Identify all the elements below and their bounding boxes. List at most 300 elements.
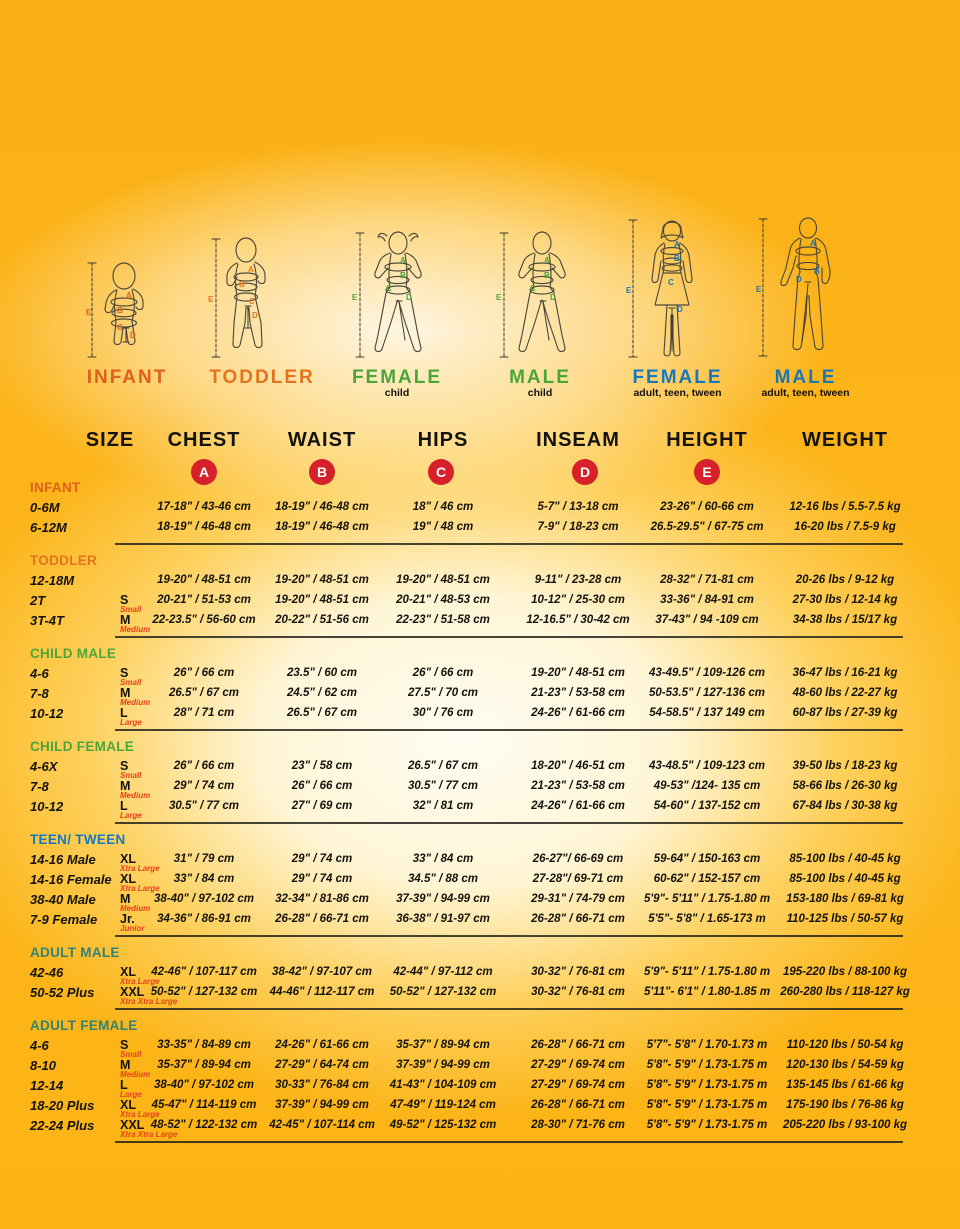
adult-male-figure-icon — [756, 216, 844, 359]
svg-text:D: D — [550, 293, 556, 302]
cell-waist: 23.5" / 60 cm — [286, 667, 358, 679]
cell-inseam: 9-11" / 23-28 cm — [534, 574, 622, 586]
size-letter: M — [120, 892, 131, 906]
cell-waist: 42-45" / 107-114 cm — [269, 1119, 375, 1131]
cell-height: 43-49.5" / 109-126 cm — [648, 667, 766, 679]
cell-waist: 19-20" / 48-51 cm — [275, 594, 369, 606]
cell-waist: 24.5" / 62 cm — [286, 687, 358, 699]
section-header: TEEN/ TWEEN — [30, 832, 126, 847]
svg-text:C: C — [530, 284, 536, 293]
cell-chest: 26" / 66 cm — [173, 760, 235, 772]
cell-waist: 19-20" / 48-51 cm — [275, 574, 369, 586]
size-letter: XL — [120, 872, 136, 886]
row-label: 8-10 — [30, 1058, 57, 1073]
cell-chest: 30.5" / 77 cm — [168, 800, 240, 812]
section-header: TODDLER — [30, 553, 98, 568]
cell-waist: 24-26" / 61-66 cm — [275, 1039, 369, 1051]
size-name: Small — [120, 1050, 142, 1059]
cell-inseam: 19-20" / 48-51 cm — [531, 667, 625, 679]
cell-inseam: 5-7" / 13-18 cm — [537, 501, 619, 513]
svg-text:B: B — [400, 271, 406, 280]
section-infant — [0, 480, 960, 545]
svg-text:D: D — [677, 305, 683, 314]
size-name: Junior — [120, 924, 145, 933]
cell-waist: 26" / 66 cm — [291, 780, 353, 792]
column-header-waist: WAIST — [287, 429, 357, 451]
size-name: Medium — [120, 625, 151, 634]
section-divider — [115, 729, 903, 731]
size-letter: L — [120, 1078, 128, 1092]
cell-chest: 34-36" / 86-91 cm — [157, 913, 251, 925]
row-label: 4-6 — [30, 666, 49, 681]
figure-label-male-adult — [733, 368, 878, 399]
cell-waist: 26-28" / 66-71 cm — [275, 913, 369, 925]
size-name: Large — [120, 1090, 142, 1099]
row-label: 18-20 Plus — [30, 1098, 95, 1113]
cell-waist: 27-29" / 64-74 cm — [275, 1059, 369, 1071]
size-name: Medium — [120, 791, 151, 800]
cell-height: 5'8"- 5'9" / 1.73-1.75 m — [646, 1119, 768, 1131]
table-row — [0, 499, 960, 519]
cell-chest: 31" / 79 cm — [173, 853, 235, 865]
figure-title: FEMALE — [351, 367, 443, 388]
figure-label-male-child — [475, 368, 605, 399]
cell-inseam: 24-26" / 61-66 cm — [531, 800, 625, 812]
cell-waist: 32-34" / 81-86 cm — [275, 893, 369, 905]
size-name: Small — [120, 605, 142, 614]
size-letter: S — [120, 593, 129, 607]
row-label: 4-6X — [30, 759, 58, 774]
adult-female-figure-icon — [626, 217, 708, 360]
svg-text:D: D — [252, 311, 258, 320]
cell-chest: 26.5" / 67 cm — [168, 687, 240, 699]
table-row — [0, 685, 960, 705]
cell-weight: 60-87 lbs / 27-39 kg — [792, 707, 898, 719]
svg-text:C: C — [668, 278, 674, 287]
figure-subtitle: adult, teen, tween — [761, 387, 850, 399]
size-name: Xtra Xtra Large — [120, 997, 178, 1006]
cell-height: 43-48.5" / 109-123 cm — [648, 760, 766, 772]
cell-waist: 38-42" / 97-107 cm — [271, 966, 373, 978]
cell-waist: 18-19" / 46-48 cm — [275, 521, 369, 533]
cell-weight: 85-100 lbs / 40-45 kg — [789, 853, 901, 865]
section-header: INFANT — [30, 480, 81, 495]
cell-height: 49-53" /124- 135 cm — [653, 780, 761, 792]
svg-text:C: C — [386, 284, 392, 293]
cell-hips: 30.5" / 77 cm — [407, 780, 479, 792]
svg-text:E: E — [756, 285, 762, 294]
cell-waist: 18-19" / 46-48 cm — [275, 501, 369, 513]
cell-inseam: 7-9" / 18-23 cm — [537, 521, 619, 533]
cell-hips: 19" / 48 cm — [412, 521, 474, 533]
size-letter: S — [120, 759, 129, 773]
cell-chest: 33-35" / 84-89 cm — [157, 1039, 251, 1051]
size-letter: XXL — [120, 1118, 145, 1132]
row-label: 50-52 Plus — [30, 985, 95, 1000]
row-label: 38-40 Male — [30, 892, 96, 907]
cell-height: 5'8"- 5'9" / 1.73-1.75 m — [646, 1059, 768, 1071]
row-label: 14-16 Female — [30, 872, 112, 887]
size-letter: XL — [120, 852, 136, 866]
cell-hips: 27.5" / 70 cm — [407, 687, 479, 699]
figure-title: MALE — [774, 367, 837, 388]
cell-height: 23-26" / 60-66 cm — [660, 501, 754, 513]
toddler-figure-icon — [208, 236, 272, 360]
table-row — [0, 592, 960, 612]
cell-waist: 44-46" / 112-117 cm — [269, 986, 375, 998]
table-row — [0, 665, 960, 685]
size-letter: S — [120, 1038, 129, 1052]
table-row — [0, 1077, 960, 1097]
cell-waist: 27" / 69 cm — [291, 800, 353, 812]
size-letter: XL — [120, 965, 136, 979]
cell-hips: 49-52" / 125-132 cm — [389, 1119, 497, 1131]
section-toddler — [0, 553, 960, 638]
cell-chest: 19-20" / 48-51 cm — [157, 574, 251, 586]
cell-height: 5'7"- 5'8" / 1.70-1.73 m — [646, 1039, 768, 1051]
svg-text:C: C — [117, 323, 123, 332]
cell-chest: 35-37" / 89-94 cm — [157, 1059, 251, 1071]
row-label: 7-8 — [30, 686, 49, 701]
section-divider — [115, 935, 903, 937]
cell-chest: 26" / 66 cm — [173, 667, 235, 679]
table-row — [0, 851, 960, 871]
svg-text:A: A — [248, 265, 254, 274]
cell-hips: 22-23" / 51-58 cm — [396, 614, 490, 626]
cell-height: 28-32" / 71-81 cm — [660, 574, 754, 586]
cell-height: 60-62" / 152-157 cm — [653, 873, 761, 885]
table-row — [0, 778, 960, 798]
svg-text:E: E — [86, 308, 92, 317]
cell-hips: 37-39" / 94-99 cm — [396, 1059, 490, 1071]
cell-height: 5'8"- 5'9" / 1.73-1.75 m — [646, 1099, 768, 1111]
row-label: 0-6M — [30, 500, 60, 515]
cell-weight: 110-125 lbs / 50-57 kg — [786, 913, 904, 925]
figure-subtitle: child — [384, 387, 410, 399]
row-label: 42-46 — [30, 965, 64, 980]
table-row — [0, 891, 960, 911]
table-row — [0, 612, 960, 632]
cell-height: 33-36" / 84-91 cm — [660, 594, 754, 606]
cell-chest: 22-23.5" / 56-60 cm — [152, 614, 256, 626]
table-row — [0, 964, 960, 984]
section-adult-female — [0, 1018, 960, 1143]
row-label: 6-12M — [30, 520, 67, 535]
row-label: 14-16 Male — [30, 852, 96, 867]
cell-hips: 33" / 84 cm — [412, 853, 474, 865]
cell-weight: 58-66 lbs / 26-30 kg — [792, 780, 898, 792]
cell-chest: 33" / 84 cm — [173, 873, 235, 885]
table-row — [0, 871, 960, 891]
cell-weight: 27-30 lbs / 12-14 kg — [792, 594, 898, 606]
cell-weight: 16-20 lbs / 7.5-9 kg — [794, 521, 896, 533]
cell-height: 54-58.5" / 137 149 cm — [649, 707, 765, 719]
table-row — [0, 1097, 960, 1117]
cell-inseam: 26-28" / 66-71 cm — [531, 1099, 625, 1111]
svg-text:B: B — [239, 280, 245, 289]
section-header: CHILD MALE — [30, 646, 117, 661]
table-row — [0, 798, 960, 818]
cell-inseam: 24-26" / 61-66 cm — [531, 707, 625, 719]
row-label: 4-6 — [30, 1038, 49, 1053]
cell-inseam: 12-16.5" / 30-42 cm — [526, 614, 630, 626]
size-name: Medium — [120, 1070, 151, 1079]
row-label: 3T-4T — [30, 613, 64, 628]
figure-label-female-child — [332, 368, 462, 399]
column-header-inseam: INSEAM — [536, 429, 620, 451]
size-letter: XXL — [120, 985, 145, 999]
cell-weight: 120-130 lbs / 54-59 kg — [786, 1059, 904, 1071]
cell-chest: 38-40" / 97-102 cm — [153, 1079, 255, 1091]
infant-figure-icon — [86, 260, 150, 360]
cell-inseam: 28-30" / 71-76 cm — [531, 1119, 625, 1131]
table-row — [0, 984, 960, 1004]
cell-height: 5'8"- 5'9" / 1.73-1.75 m — [646, 1079, 768, 1091]
cell-height: 5'9"- 5'11" / 1.75-1.80 m — [643, 966, 771, 978]
cell-inseam: 30-32" / 76-81 cm — [531, 966, 625, 978]
figure-label-female-adult — [605, 368, 750, 399]
cell-inseam: 26-28" / 66-71 cm — [531, 913, 625, 925]
cell-weight: 135-145 lbs / 61-66 kg — [786, 1079, 904, 1091]
cell-weight: 20-26 lbs / 9-12 kg — [795, 574, 895, 586]
cell-chest: 45-47" / 114-119 cm — [151, 1099, 257, 1111]
row-label: 7-9 Female — [30, 912, 98, 927]
cell-weight: 85-100 lbs / 40-45 kg — [789, 873, 901, 885]
cell-hips: 50-52" / 127-132 cm — [389, 986, 497, 998]
cell-height: 5'11"- 6'1" / 1.80-1.85 m — [643, 986, 771, 998]
table-row — [0, 1117, 960, 1137]
cell-waist: 26.5" / 67 cm — [286, 707, 358, 719]
size-letter: M — [120, 686, 131, 700]
marker-circle-d: D — [572, 459, 598, 485]
cell-hips: 41-43" / 104-109 cm — [389, 1079, 497, 1091]
cell-waist: 29" / 74 cm — [291, 873, 353, 885]
size-letter: M — [120, 779, 131, 793]
cell-hips: 47-49" / 119-124 cm — [390, 1099, 496, 1111]
cell-height: 5'9"- 5'11" / 1.75-1.80 m — [643, 893, 771, 905]
size-letter: L — [120, 706, 128, 720]
column-header-chest: CHEST — [167, 429, 241, 451]
row-label: 22-24 Plus — [30, 1118, 95, 1133]
cell-inseam: 10-12" / 25-30 cm — [531, 594, 625, 606]
section-divider — [115, 1008, 903, 1010]
table-row — [0, 1057, 960, 1077]
figure-label-infant — [62, 368, 192, 388]
cell-inseam: 26-28" / 66-71 cm — [531, 1039, 625, 1051]
section-child-female — [0, 739, 960, 824]
column-header-height: HEIGHT — [666, 429, 748, 451]
female-child-figure-icon — [352, 230, 428, 360]
cell-weight: 39-50 lbs / 18-23 kg — [792, 760, 898, 772]
cell-hips: 37-39" / 94-99 cm — [396, 893, 490, 905]
size-letter: Jr. — [120, 912, 135, 926]
cell-hips: 30" / 76 cm — [412, 707, 474, 719]
cell-waist: 30-33" / 76-84 cm — [275, 1079, 369, 1091]
size-name: Small — [120, 678, 142, 687]
cell-inseam: 21-23" / 53-58 cm — [531, 687, 625, 699]
cell-chest: 29" / 74 cm — [173, 780, 235, 792]
size-letter: S — [120, 666, 129, 680]
svg-text:E: E — [208, 295, 214, 304]
size-name: Large — [120, 811, 142, 820]
section-divider — [115, 543, 903, 545]
cell-weight: 205-220 lbs / 93-100 kg — [782, 1119, 908, 1131]
row-label: 7-8 — [30, 779, 49, 794]
cell-height: 59-64" / 150-163 cm — [653, 853, 761, 865]
section-header: ADULT FEMALE — [30, 1018, 138, 1033]
row-label: 12-14 — [30, 1078, 64, 1093]
size-name: Xtra Large — [120, 884, 160, 893]
cell-inseam: 30-32" / 76-81 cm — [531, 986, 625, 998]
cell-chest: 28" / 71 cm — [173, 707, 235, 719]
cell-weight: 110-120 lbs / 50-54 kg — [786, 1039, 904, 1051]
cell-inseam: 18-20" / 46-51 cm — [531, 760, 625, 772]
cell-inseam: 26-27"/ 66-69 cm — [532, 853, 624, 865]
row-label: 12-18M — [30, 573, 75, 588]
section-divider — [115, 1141, 903, 1143]
size-name: Xtra Large — [120, 977, 160, 986]
svg-text:D: D — [406, 293, 412, 302]
cell-weight: 34-38 lbs / 15/17 kg — [792, 614, 898, 626]
svg-text:A: A — [544, 256, 550, 265]
size-name: Xtra Large — [120, 1110, 160, 1119]
row-label: 10-12 — [30, 706, 64, 721]
table-row — [0, 519, 960, 539]
male-child-figure-icon — [496, 230, 572, 360]
size-table — [0, 480, 960, 1151]
cell-inseam: 27-29" / 69-74 cm — [531, 1079, 625, 1091]
cell-hips: 18" / 46 cm — [412, 501, 474, 513]
svg-text:B: B — [544, 271, 550, 280]
figure-title: TODDLER — [209, 367, 315, 388]
size-name: Medium — [120, 698, 151, 707]
cell-height: 26.5-29.5" / 67-75 cm — [650, 521, 764, 533]
size-name: Large — [120, 718, 142, 727]
column-header-hips: HIPS — [417, 429, 469, 451]
cell-hips: 32" / 81 cm — [412, 800, 474, 812]
figure-subtitle: adult, teen, tween — [633, 387, 722, 399]
cell-chest: 20-21" / 51-53 cm — [157, 594, 251, 606]
table-row — [0, 911, 960, 931]
cell-inseam: 29-31" / 74-79 cm — [531, 893, 625, 905]
size-name: Small — [120, 771, 142, 780]
marker-circle-a: A — [191, 459, 217, 485]
cell-chest: 17-18" / 43-46 cm — [157, 501, 251, 513]
cell-weight: 67-84 lbs / 30-38 kg — [792, 800, 898, 812]
size-name: Xtra Xtra Large — [120, 1130, 178, 1139]
cell-hips: 36-38" / 91-97 cm — [396, 913, 490, 925]
svg-text:A: A — [126, 291, 132, 300]
cell-height: 37-43" / 94 -109 cm — [655, 614, 759, 626]
table-row — [0, 572, 960, 592]
cell-weight: 48-60 lbs / 22-27 kg — [792, 687, 898, 699]
size-letter: M — [120, 1058, 131, 1072]
svg-text:D: D — [796, 275, 802, 284]
cell-hips: 26.5" / 67 cm — [407, 760, 479, 772]
svg-text:B: B — [117, 306, 123, 315]
cell-height: 5'5"- 5'8" / 1.65-173 m — [648, 913, 766, 925]
cell-weight: 195-220 lbs / 88-100 kg — [782, 966, 908, 978]
section-header: CHILD FEMALE — [30, 739, 135, 754]
cell-weight: 12-16 lbs / 5.5-7.5 kg — [789, 501, 901, 513]
cell-hips: 20-21" / 48-53 cm — [396, 594, 490, 606]
size-letter: L — [120, 799, 128, 813]
cell-hips: 19-20" / 48-51 cm — [396, 574, 490, 586]
figure-subtitle: child — [527, 387, 553, 399]
cell-chest: 38-40" / 97-102 cm — [153, 893, 255, 905]
column-header-size: SIZE — [85, 429, 135, 451]
cell-inseam: 21-23" / 53-58 cm — [531, 780, 625, 792]
svg-text:E: E — [496, 293, 502, 302]
figure-title: FEMALE — [632, 367, 723, 388]
marker-circle-c: C — [428, 459, 454, 485]
cell-hips: 26" / 66 cm — [412, 667, 474, 679]
section-child-male — [0, 646, 960, 731]
column-header-weight: WEIGHT — [802, 429, 888, 451]
cell-inseam: 27-28"/ 69-71 cm — [532, 873, 624, 885]
size-name: Xtra Large — [120, 864, 160, 873]
svg-text:B: B — [674, 254, 680, 263]
cell-weight: 36-47 lbs / 16-21 kg — [792, 667, 898, 679]
row-label: 2T — [30, 593, 46, 608]
svg-text:E: E — [626, 286, 632, 295]
cell-height: 50-53.5" / 127-136 cm — [648, 687, 766, 699]
cell-waist: 23" / 58 cm — [291, 760, 353, 772]
svg-text:C: C — [249, 297, 255, 306]
size-letter: M — [120, 613, 131, 627]
table-row — [0, 758, 960, 778]
column-header-row — [0, 429, 960, 455]
cell-waist: 37-39" / 94-99 cm — [275, 1099, 369, 1111]
section-teen-tween — [0, 832, 960, 937]
cell-chest: 42-46" / 107-117 cm — [151, 966, 257, 978]
cell-hips: 35-37" / 89-94 cm — [396, 1039, 490, 1051]
table-row — [0, 1037, 960, 1057]
svg-text:A: A — [674, 240, 680, 249]
figure-title: MALE — [509, 367, 571, 388]
table-row — [0, 705, 960, 725]
row-label: 10-12 — [30, 799, 64, 814]
cell-chest: 50-52" / 127-132 cm — [150, 986, 258, 998]
svg-text:A: A — [400, 256, 406, 265]
svg-text:D: D — [130, 331, 136, 340]
cell-chest: 18-19" / 46-48 cm — [157, 521, 251, 533]
section-divider — [115, 822, 903, 824]
size-name: Medium — [120, 904, 151, 913]
cell-hips: 34.5" / 88 cm — [407, 873, 479, 885]
cell-chest: 48-52" / 122-132 cm — [150, 1119, 258, 1131]
cell-waist: 29" / 74 cm — [291, 853, 353, 865]
marker-circle-e: E — [694, 459, 720, 485]
figure-title: INFANT — [86, 367, 168, 388]
section-header: ADULT MALE — [30, 945, 120, 960]
section-divider — [115, 636, 903, 638]
svg-text:A: A — [810, 239, 816, 248]
figure-label-toddler — [197, 368, 327, 388]
cell-inseam: 27-29" / 69-74 cm — [531, 1059, 625, 1071]
cell-hips: 42-44" / 97-112 cm — [393, 966, 493, 978]
size-letter: XL — [120, 1098, 136, 1112]
cell-weight: 260-280 lbs / 118-127 kg — [780, 986, 910, 998]
svg-text:B: B — [814, 267, 820, 276]
marker-circle-b: B — [309, 459, 335, 485]
cell-weight: 153-180 lbs / 69-81 kg — [786, 893, 904, 905]
cell-weight: 175-190 lbs / 76-86 kg — [786, 1099, 904, 1111]
cell-waist: 20-22" / 51-56 cm — [275, 614, 369, 626]
section-adult-male — [0, 945, 960, 1010]
cell-height: 54-60" / 137-152 cm — [653, 800, 761, 812]
svg-text:E: E — [352, 293, 358, 302]
